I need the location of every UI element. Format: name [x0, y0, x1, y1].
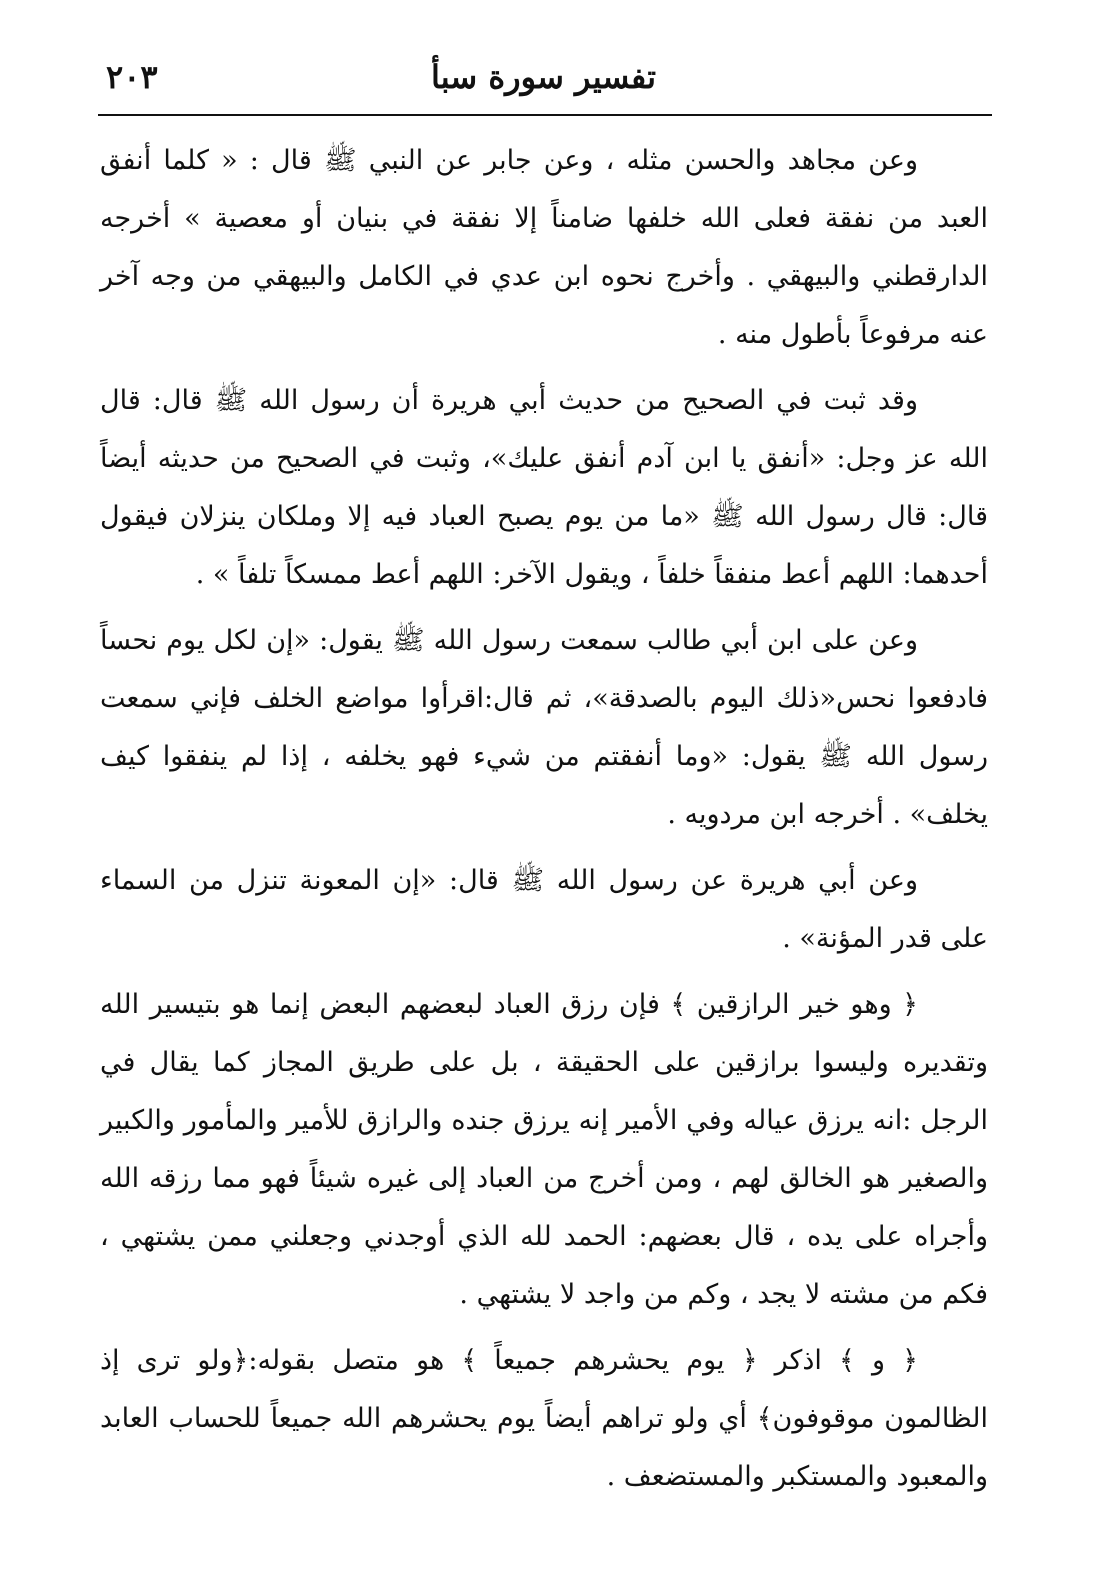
paragraph-ali-hadith: وعن على ابن أبي طالب سمعت رسول الله ﷺ يقول: «إن لكل يوم نحساً فادفعوا نحس«ذلك اليوم بالصدقة»، ثم قال:اقرأوا مواضع الخلف فإني سمعت رسول الله ﷺ يقول: «وما أنفقتم من شيء فهو يخلفه ، إذا لم ينفقوا كيف يخلف» . أخرجه ابن مردويه .: [100, 625, 988, 830]
page-header: [98, 54, 992, 116]
paragraph-abu-hurayra-hadith: وقد ثبت في الصحيح من حديث أبي هريرة أن رسول الله ﷺ قال: قال الله عز وجل: «أنفق يا ابن آدم أنفق عليك»، وثبت في الصحيح من حديثه أيضاً قال: قال رسول الله ﷺ «ما من يوم يصبح العباد فيه إلا وملكان ينزلان فيقول أحدهما: اللهم أعط منفقاً خلفاً ، ويقول الآخر: اللهم أعط ممسكاً تلفاً » .: [100, 385, 988, 590]
paragraph-best-of-providers: ﴿ وهو خير الرازقين ﴾ فإن رزق العباد لبعضهم البعض إنما هو بتيسير الله وتقديره وليسوا برازقين على الحقيقة ، بل على طريق المجاز كما يقال في الرجل :انه يرزق عياله وفي الأمير إنه يرزق جنده والرازق للأمير والمأمور والكبير والصغير هو الخالق لهم ، ومن أخرج من العباد إلى غيره شيئاً فهو مما رزقه الله وأجراه على يده ، قال بعضهم: الحمد لله الذي أوجدني وجعلني ممن يشتهي ، فكم من مشته لا يجد ، وكم من واجد لا يشتهي .: [100, 989, 988, 1310]
running-title: تفسير سورة سبأ: [430, 58, 656, 96]
paragraph-day-of-gathering: ﴿ و ﴾ اذكر ﴿ يوم يحشرهم جميعاً ﴾ هو متصل بقوله:﴿ولو ترى إذ الظالمون موقوفون﴾ أي ولو تراهم أيضاً يوم يحشرهم الله جميعاً للحساب العابد والمعبود والمستكبر والمستضعف .: [100, 1345, 988, 1492]
paragraph-maouna-hadith: وعن أبي هريرة عن رسول الله ﷺ قال: «إن المعونة تنزل من السماء على قدر المؤنة» .: [100, 865, 988, 954]
page-body: [100, 132, 988, 1514]
paragraph-jabir-hadith: وعن مجاهد والحسن مثله ، وعن جابر عن النبي ﷺ قال : « كلما أنفق العبد من نفقة فعلى الله خلفها ضامناً إلا نفقة في بنيان أو معصية » أخرجه الدارقطني والبيهقي . وأخرج نحوه ابن عدي في الكامل والبيهقي من وجه آخر عنه مرفوعاً بأطول منه .: [100, 145, 988, 350]
page-number: ٢٠٣: [106, 58, 158, 96]
